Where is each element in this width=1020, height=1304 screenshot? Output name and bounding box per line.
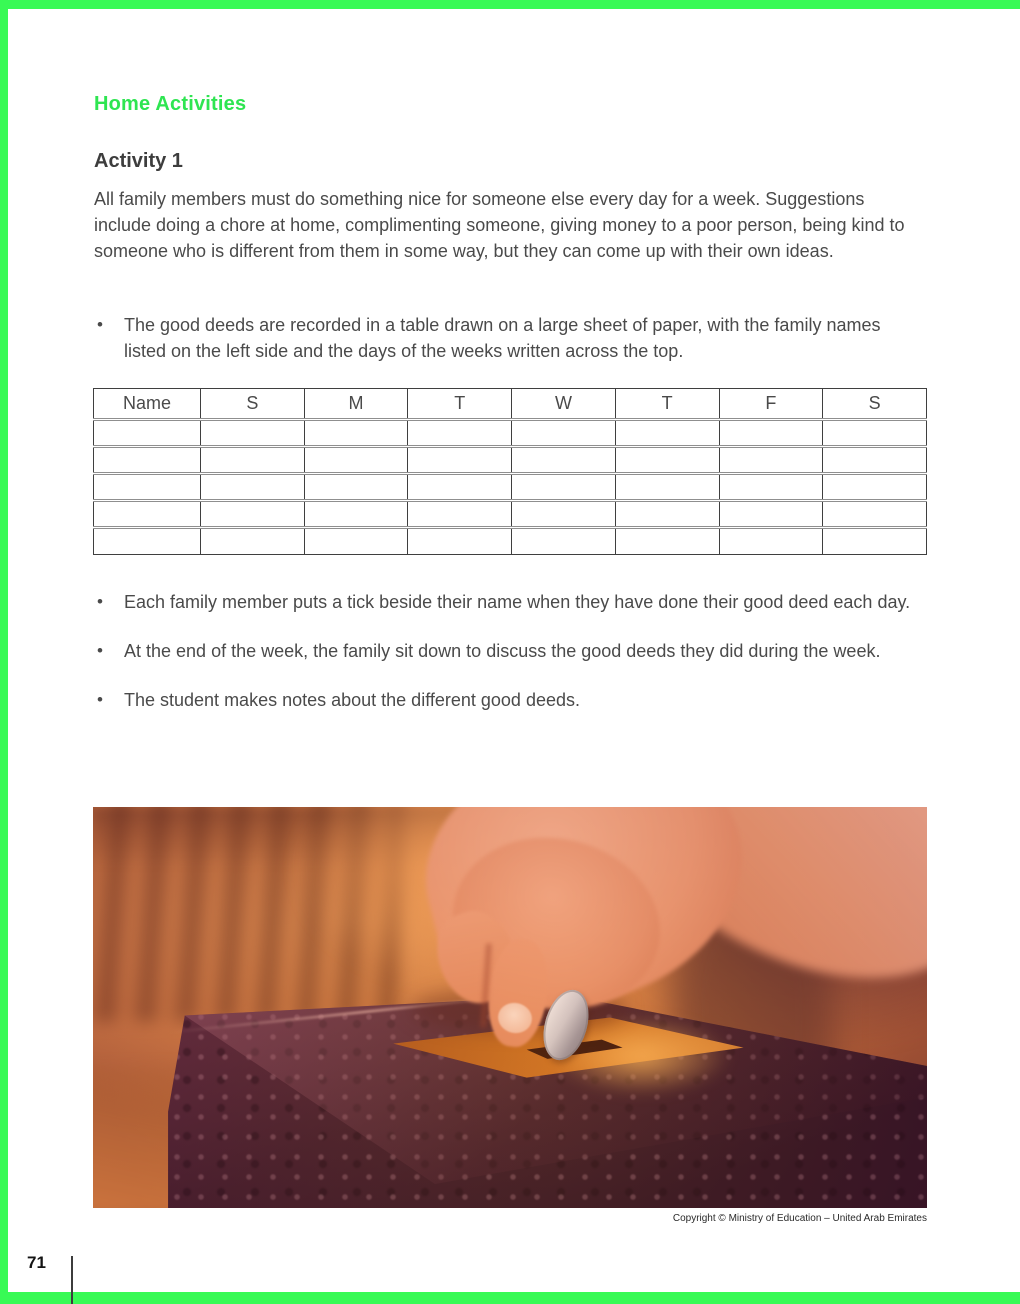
photo-color-tint	[93, 807, 927, 1208]
copyright-notice: Copyright © Ministry of Education – United Arab Emirates	[672, 1213, 927, 1224]
bullet-item: • The student makes notes about the different good deeds.	[94, 687, 916, 713]
empty-cell	[304, 447, 408, 474]
empty-cell	[201, 501, 305, 528]
empty-cell	[201, 447, 305, 474]
empty-cell	[823, 501, 927, 528]
empty-cell	[719, 420, 823, 447]
empty-cell	[512, 528, 616, 555]
empty-cell	[304, 474, 408, 501]
empty-cell	[408, 501, 512, 528]
empty-cell	[94, 474, 201, 501]
empty-cell	[201, 474, 305, 501]
page-border-left	[0, 0, 8, 1304]
activity-title: Activity 1	[94, 150, 183, 172]
empty-cell	[512, 474, 616, 501]
empty-cell	[615, 501, 719, 528]
column-header-name: Name	[94, 389, 201, 420]
table-row	[94, 474, 927, 501]
bullet-list-before-table	[94, 312, 916, 364]
footer-divider-line	[71, 1256, 73, 1304]
activity-intro: All family members must do something nice for someone else every day for a week. Suggestions include doing a chore at home, complimenting someone, giving money to a poor person, being kind to someone who is different from them in some way, but they can come up with their own ideas.	[94, 189, 905, 261]
empty-cell	[304, 501, 408, 528]
empty-cell	[94, 528, 201, 555]
empty-cell	[94, 447, 201, 474]
empty-cell	[512, 447, 616, 474]
table-row	[94, 420, 927, 447]
photo-coin-money-box	[93, 807, 927, 1208]
empty-cell	[408, 447, 512, 474]
empty-cell	[719, 501, 823, 528]
empty-cell	[615, 528, 719, 555]
empty-cell	[823, 420, 927, 447]
empty-cell	[512, 420, 616, 447]
table-header-row	[94, 389, 927, 420]
empty-cell	[304, 528, 408, 555]
column-header-sat: S	[201, 389, 305, 420]
empty-cell	[719, 447, 823, 474]
empty-cell	[408, 420, 512, 447]
page-border-bottom	[0, 1292, 1020, 1304]
empty-cell	[201, 420, 305, 447]
column-header-wed: W	[512, 389, 616, 420]
empty-cell	[512, 501, 616, 528]
empty-cell	[823, 528, 927, 555]
empty-cell	[719, 528, 823, 555]
empty-cell	[201, 528, 305, 555]
bullet-item: • The good deeds are recorded in a table drawn on a large sheet of paper, with the family names listed on the left side and the days of the weeks written across the top.	[94, 312, 916, 364]
table-row	[94, 501, 927, 528]
empty-cell	[408, 474, 512, 501]
column-header-sun: S	[823, 389, 927, 420]
empty-cell	[719, 474, 823, 501]
empty-cell	[615, 474, 719, 501]
empty-cell	[823, 474, 927, 501]
empty-cell	[615, 420, 719, 447]
section-title: Home Activities	[94, 93, 247, 115]
page-number: 71	[27, 1253, 46, 1272]
column-header-thu: T	[615, 389, 719, 420]
empty-cell	[94, 420, 201, 447]
table-row	[94, 447, 927, 474]
bullet-list-after-table	[94, 589, 916, 713]
column-header-tue: T	[408, 389, 512, 420]
good-deeds-table	[93, 388, 927, 555]
empty-cell	[615, 447, 719, 474]
bullet-item: • At the end of the week, the family sit down to discuss the good deeds they did during the week.	[94, 638, 916, 664]
page-border-top	[0, 0, 1020, 9]
table-row	[94, 528, 927, 555]
empty-cell	[408, 528, 512, 555]
column-header-fri: F	[719, 389, 823, 420]
empty-cell	[823, 447, 927, 474]
bullet-item: • Each family member puts a tick beside their name when they have done their good deed each day.	[94, 589, 916, 615]
empty-cell	[94, 501, 201, 528]
empty-cell	[304, 420, 408, 447]
column-header-mon: M	[304, 389, 408, 420]
